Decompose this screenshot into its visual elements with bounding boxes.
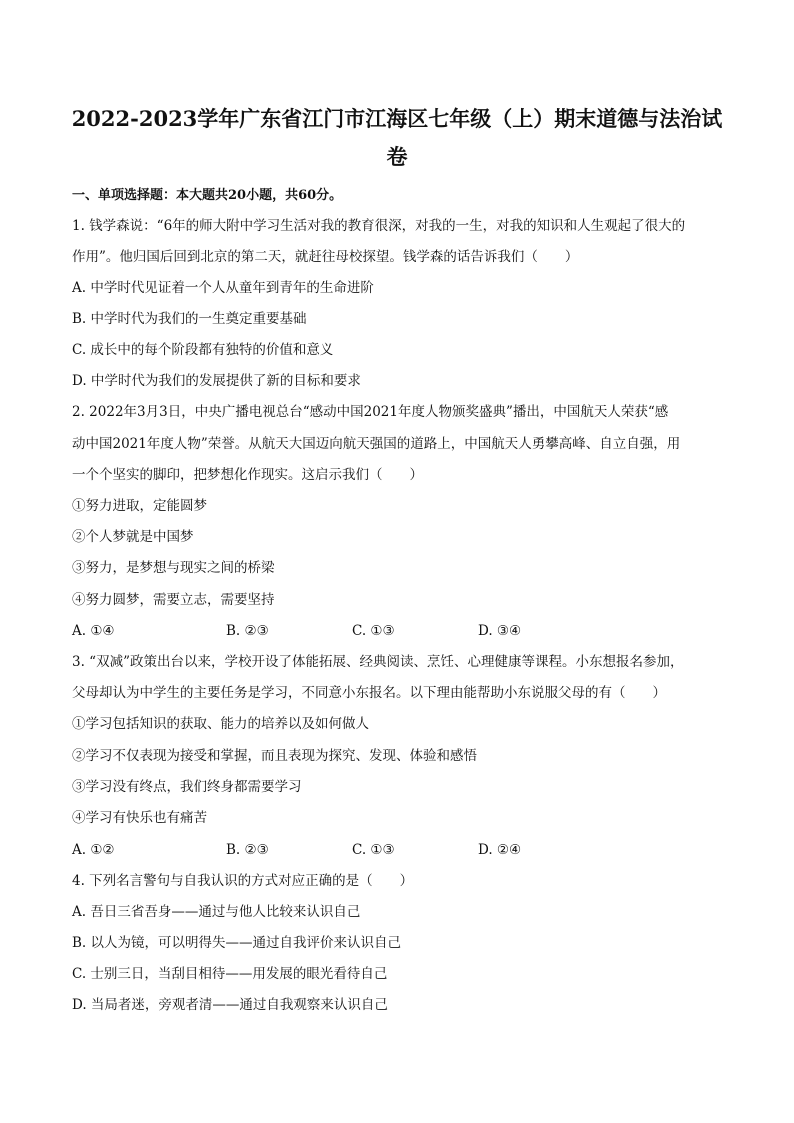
q3-stem-line-2: 父母却认为中学生的主要任务是学习，不同意小东报名。以下理由能帮助小东说服父母的有（ ） xyxy=(72,685,666,701)
q2-option-b: B. ②③ xyxy=(226,623,269,639)
q2-stem-line-3: 一个个坚实的脚印，把梦想化作现实。这启示我们（ ） xyxy=(72,467,423,483)
q1-stem-line-1: 1. 钱学森说：“6年的师大附中学习生活对我的教育很深，对我的一生，对我的知识和人生观起了很大的 xyxy=(72,218,686,234)
q3-option-d: D. ②④ xyxy=(478,842,522,858)
title-line-1: 2022-2023学年广东省江门市江海区七年级（上）期末道德与法治试 xyxy=(71,106,723,131)
title-line-2: 卷 xyxy=(386,144,408,169)
q2-statement-2: ②个人梦就是中国梦 xyxy=(72,529,194,545)
q3-statement-2: ②学习不仅表现为接受和掌握，而且表现为探究、发现、体验和感悟 xyxy=(72,748,477,764)
q2-statement-3: ③努力，是梦想与现实之间的桥梁 xyxy=(72,560,275,576)
q2-stem-line-2: 动中国2021年度人物”荣誉。从航天大国迈向航天强国的道路上，中国航天人勇攀高峰、自立自强，用 xyxy=(72,436,681,452)
q4-option-d: D. 当局者迷，旁观者清——通过自我观察来认识自己 xyxy=(72,997,388,1013)
document-title xyxy=(60,100,734,176)
q4-option-a: A. 吾日三省吾身——通过与他人比较来认识自己 xyxy=(72,904,361,920)
q1-option-a: A. 中学时代见证着一个人从童年到青年的生命进阶 xyxy=(72,280,374,296)
q4-stem-line-1: 4. 下列名言警句与自我认识的方式对应正确的是（ ） xyxy=(72,873,414,889)
q2-stem-line-1: 2. 2022年3月3日，中央广播电视总台“感动中国2021年度人物颁奖盛典”播出，中国航天人荣获“感 xyxy=(72,404,669,420)
q2-option-d: D. ③④ xyxy=(478,623,522,639)
q4-option-c: C. 士别三日，当刮目相待——用发展的眼光看待自己 xyxy=(72,966,388,982)
q2-statement-4: ④努力圆梦，需要立志，需要坚持 xyxy=(72,592,275,608)
q3-statement-3: ③学习没有终点，我们终身都需要学习 xyxy=(72,779,302,795)
q2-option-a: A. ①④ xyxy=(72,623,115,639)
q3-option-a: A. ①② xyxy=(72,842,115,858)
q1-stem-line-2: 作用”。他归国后回到北京的第二天，就赶往母校探望。钱学森的话告诉我们（ ） xyxy=(72,249,579,265)
q1-option-c: C. 成长中的每个阶段都有独特的价值和意义 xyxy=(72,342,334,358)
q3-stem-line-1: 3. “双减”政策出台以来，学校开设了体能拓展、经典阅读、烹饪、心理健康等课程。小东想报名参加， xyxy=(72,654,684,670)
q1-option-d: D. 中学时代为我们的发展提供了新的目标和要求 xyxy=(72,373,361,389)
q1-option-b: B. 中学时代为我们的一生奠定重要基础 xyxy=(72,311,307,327)
q2-option-c: C. ①③ xyxy=(352,623,395,639)
q3-option-b: B. ②③ xyxy=(226,842,269,858)
section-heading: 一、单项选择题：本大题共20小题，共60分。 xyxy=(72,188,343,203)
q3-option-c: C. ①③ xyxy=(352,842,395,858)
q3-statement-1: ①学习包括知识的获取、能力的培养以及如何做人 xyxy=(72,716,369,732)
q3-statement-4: ④学习有快乐也有痛苦 xyxy=(72,810,207,826)
q2-statement-1: ①努力进取，定能圆梦 xyxy=(72,498,207,514)
q4-option-b: B. 以人为镜，可以明得失——通过自我评价来认识自己 xyxy=(72,935,402,951)
